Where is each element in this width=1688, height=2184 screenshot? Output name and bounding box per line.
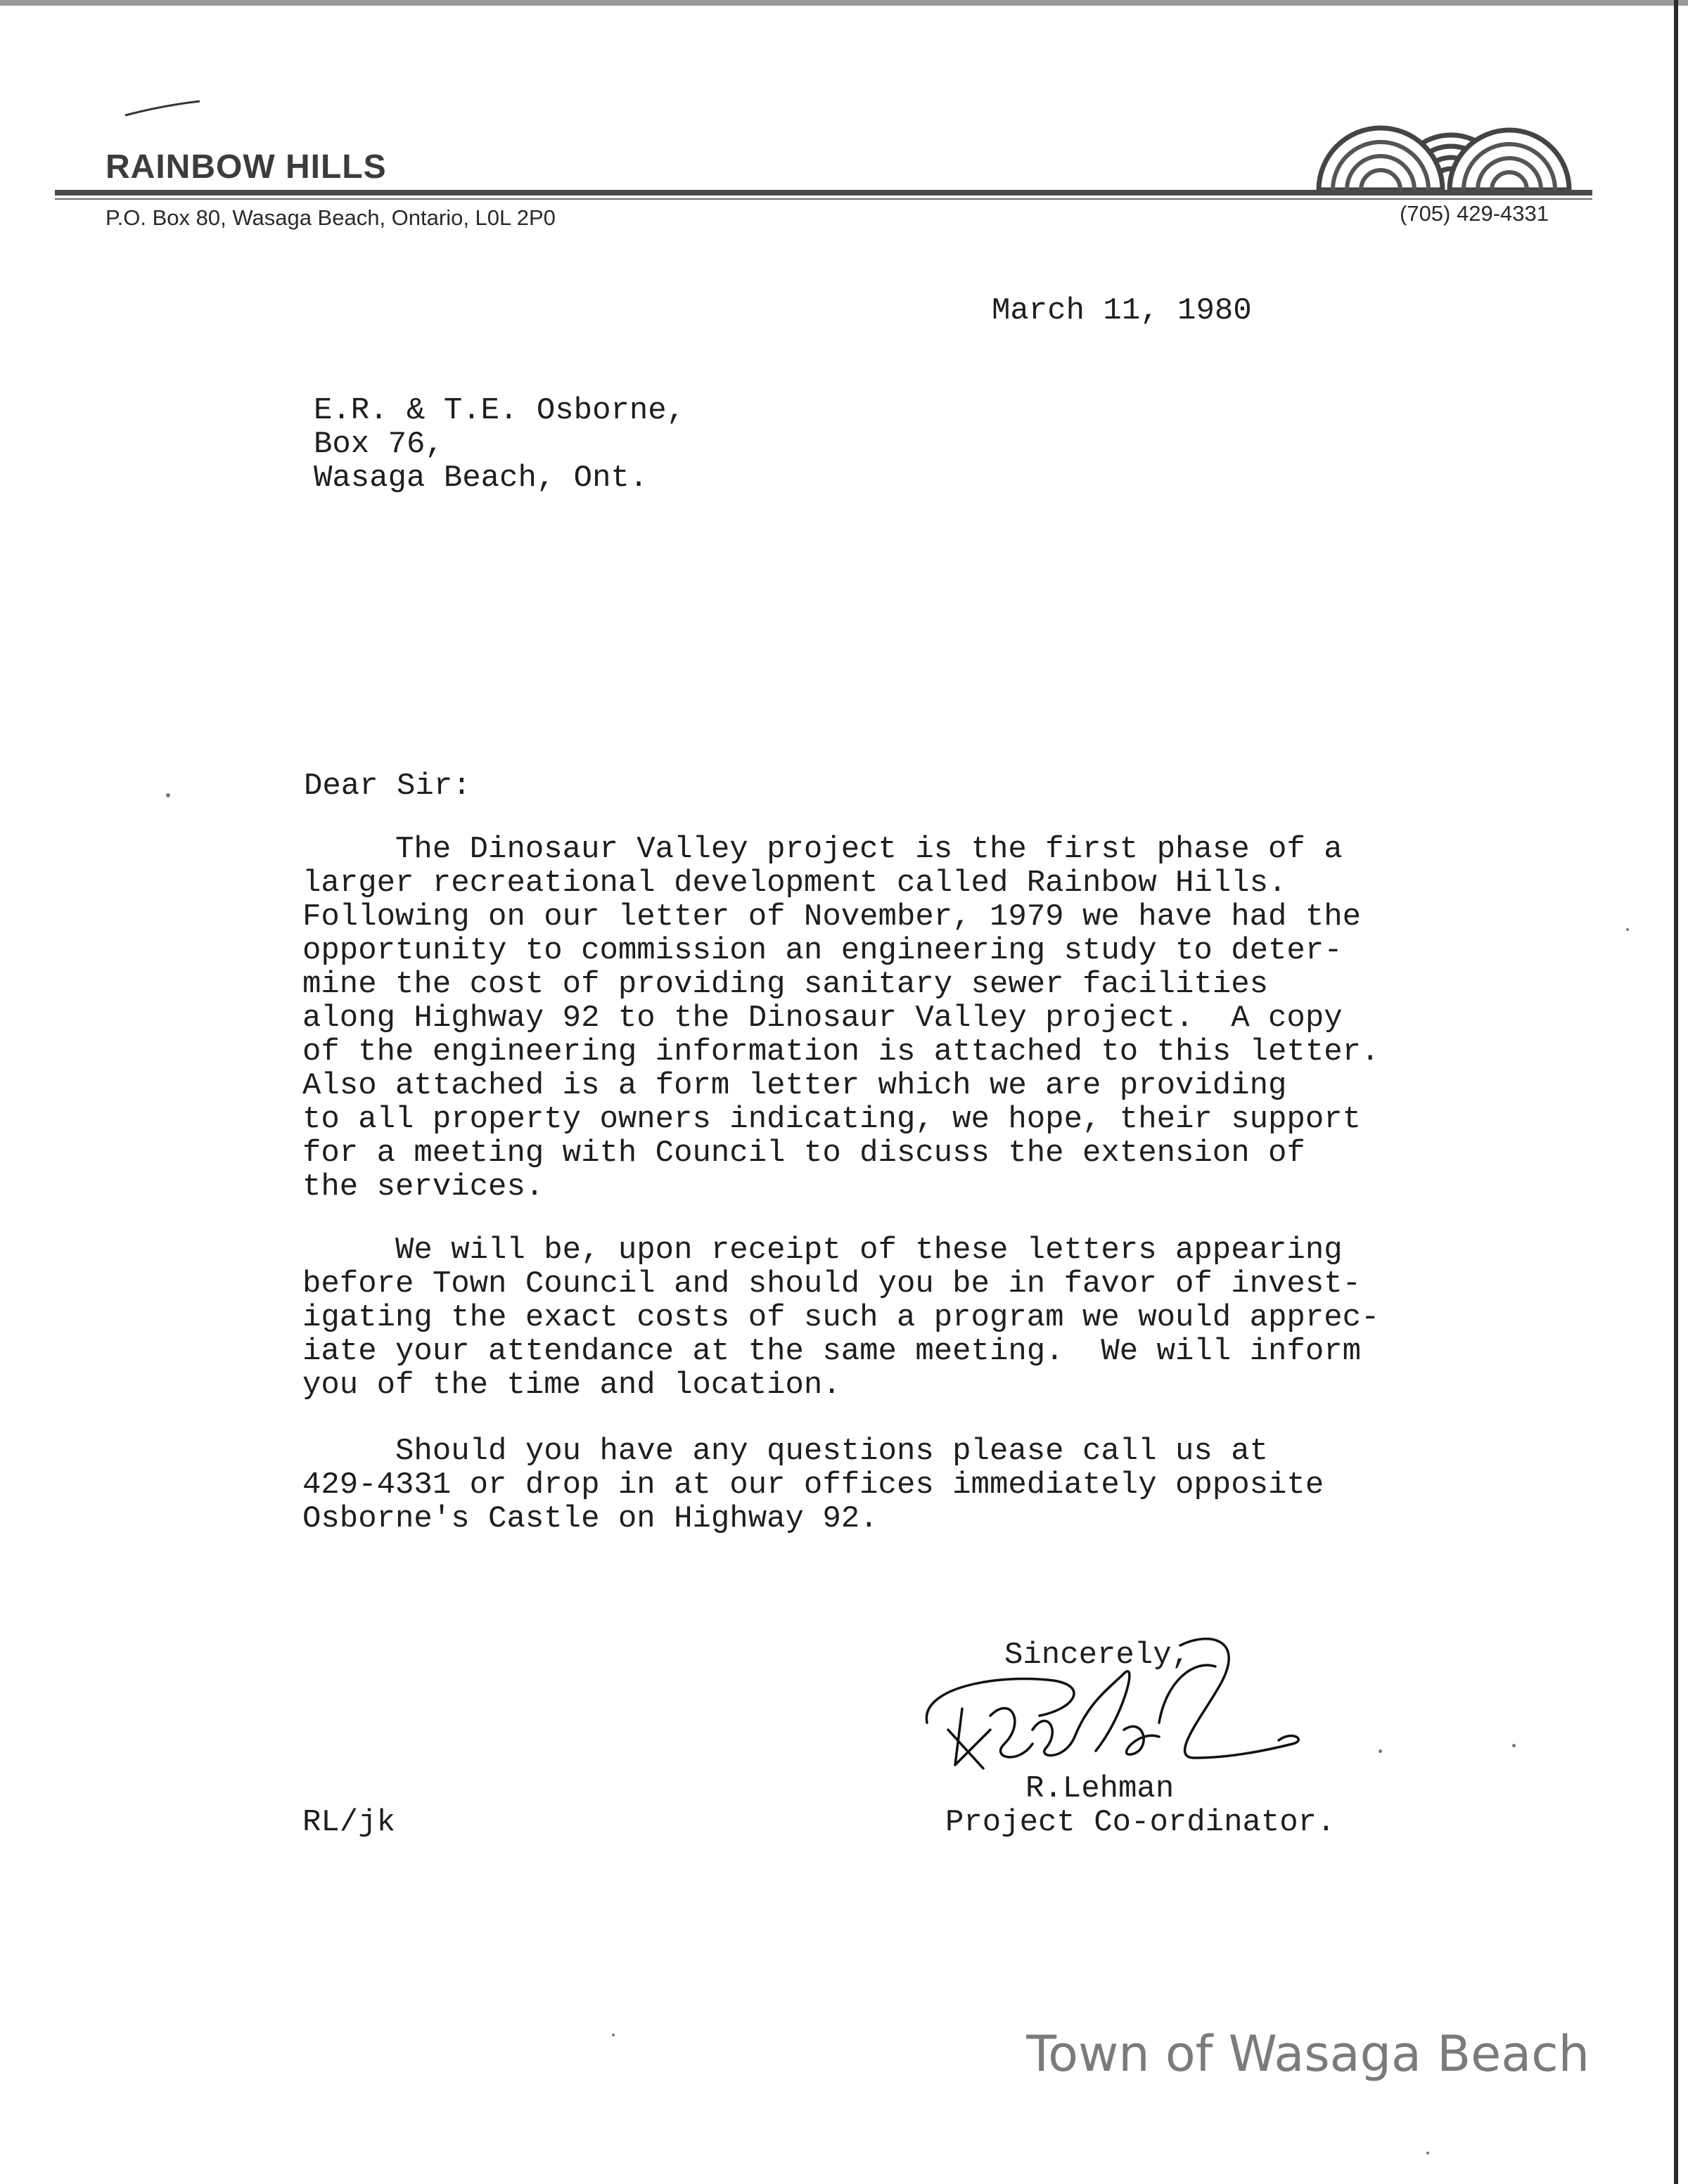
letterhead-rule-thin: [55, 198, 1592, 200]
letterhead-rule: [55, 190, 1592, 195]
scan-speck: [166, 793, 170, 797]
company-address: P.O. Box 80, Wasaga Beach, Ontario, L0L 2P0: [106, 205, 556, 230]
body-line: before Town Council and should you be in favor of invest-: [302, 1266, 1362, 1302]
rainbow-arches-logo-icon: [1305, 113, 1582, 191]
body-line: igating the exact costs of such a program we would apprec-: [302, 1300, 1380, 1335]
body-line: along Highway 92 to the Dinosaur Valley project. A copy: [302, 1001, 1343, 1036]
body-line: you of the time and location.: [302, 1368, 841, 1403]
pen-mark: [124, 98, 201, 120]
scan-speck: [612, 2034, 615, 2036]
scan-edge-right: [1674, 0, 1678, 2184]
body-line: to all property owners indicating, we hope, their support: [302, 1102, 1362, 1137]
body-line: Also attached is a form letter which we are providing: [302, 1068, 1287, 1103]
body-line: Should you have any questions please call us at: [302, 1434, 1269, 1469]
body-line: We will be, upon receipt of these letters appearing: [302, 1233, 1343, 1268]
handwritten-signature: [913, 1624, 1307, 1786]
body-paragraph-1: [302, 833, 1568, 1204]
archive-watermark: Town of Wasaga Beach: [1026, 2025, 1590, 2083]
body-paragraph-3: [302, 1434, 1568, 1536]
body-line: the services.: [302, 1169, 544, 1205]
body-line: opportunity to commission an engineering study to deter-: [302, 933, 1343, 968]
scan-speck: [1426, 2152, 1429, 2154]
body-line: larger recreational development called Rainbow Hills.: [302, 866, 1287, 901]
body-line: of the engineering information is attached to this letter.: [302, 1034, 1380, 1069]
body-line: Osborne's Castle on Highway 92.: [302, 1501, 878, 1536]
body-paragraph-2: [302, 1233, 1568, 1402]
body-line: Following on our letter of November, 1979 we have had the: [302, 899, 1362, 934]
scan-speck: [1379, 1749, 1382, 1753]
body-line: iate your attendance at the same meeting. We will inform: [302, 1334, 1362, 1369]
body-line: mine the cost of providing sanitary sewer facilities: [302, 967, 1269, 1002]
scan-edge-top: [0, 0, 1688, 6]
body-line: for a meeting with Council to discuss the extension of: [302, 1136, 1305, 1171]
signer-name: R.Lehman: [1025, 1771, 1175, 1806]
recipient-line: E.R. & T.E. Osborne,: [314, 393, 686, 428]
body-line: The Dinosaur Valley project is the first phase of a: [302, 832, 1343, 867]
recipient-line: Box 76,: [314, 427, 444, 462]
scan-speck: [1626, 928, 1629, 931]
letter-date: March 11, 1980: [992, 293, 1252, 328]
signer-title: Project Co-ordinator.: [945, 1805, 1336, 1840]
body-line: 429-4331 or drop in at our offices immediately opposite: [302, 1467, 1324, 1503]
company-name: RAINBOW HILLS: [106, 148, 387, 186]
reference-initials: RL/jk: [302, 1805, 396, 1840]
company-phone: (705) 429-4331: [1400, 201, 1549, 226]
recipient-line: Wasaga Beach, Ont.: [314, 461, 648, 496]
closing: Sincerely,: [1004, 1638, 1191, 1673]
scan-speck: [1512, 1744, 1516, 1747]
recipient-address: [314, 394, 685, 495]
salutation: Dear Sir:: [304, 769, 471, 804]
